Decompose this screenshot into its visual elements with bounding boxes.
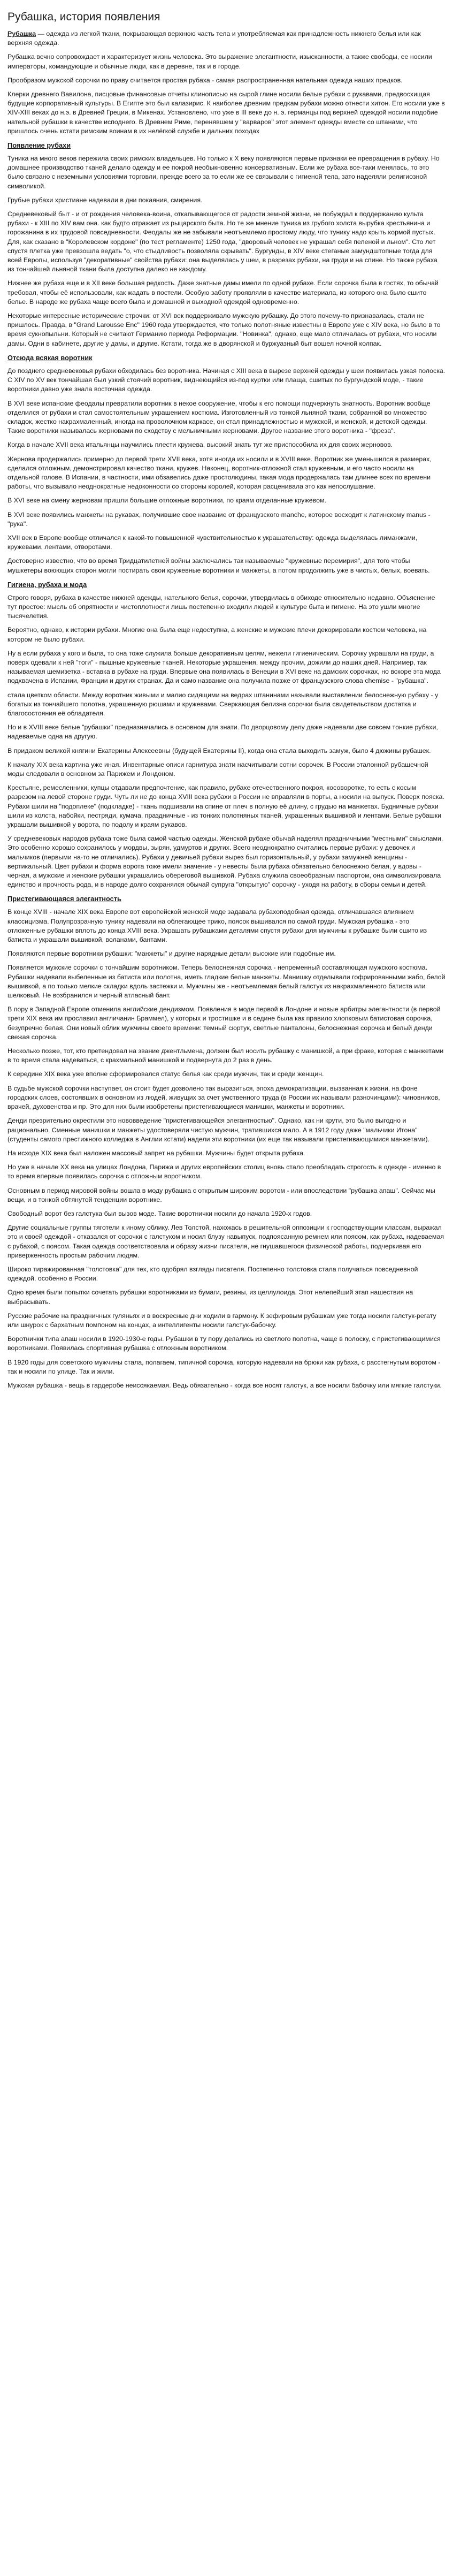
paragraph-text: К середине XIX века уже вполне сформировался статус белья как среди мужчин, так и среди женщин. [7,1070,324,1078]
article-paragraph [7,1149,446,1158]
article-paragraph [7,1381,446,1390]
section-heading: Отсюда всякая воротник [7,353,93,362]
article-paragraph [7,1047,446,1065]
paragraph-text: На исходе XIX века был наложен массовый запрет на рубашки. Мужчины будет открыта рубаха. [7,1149,305,1157]
paragraph-text: XVII век в Европе вообще отличался к какой-то повышенной чувствительностью к украшательству: одежда выделялась лиманжами, кружевами, лентами, отворотами. [7,534,418,551]
article-paragraph [7,154,446,191]
page-title: Рубашка, история появления [7,11,160,23]
article-paragraph [7,1084,446,1112]
article-paragraph [7,1070,446,1079]
paragraph-text: Широко тиражированная "толстовка" для тех, кто одобрял взгляды писателя. Постепенно толстовка стала получаться повседневной одеждой, особенно в России. [7,1265,418,1283]
paragraph-text: В 1920 годы для советского мужчины стала, полагаем, типичной сорочка, которую надевали на брюки как рубаха, с расстегнутым воротом - так и носили по улице. Так и жили. [7,1358,441,1375]
paragraph-text: Появляется мужские сорочки с тончайшим воротником. Теперь белоснежная сорочка - непременный составляющая мужского костюма. Рубашки надевали выбеленные из батиста или полотна, иметь гладкие белые манжеты. Манишку отделывали гофрированными жабо, белой вышивкой, а по только мелкие складки вдоль застежки и. Мужчины же - неотъемлемая белый галстук из накрахмаленного батиста или шелковый. Не возбранился и черный атласный бант. [7,964,446,1000]
article-paragraph [7,783,446,829]
paragraph-text: Мужская рубашка - вещь в гардеробе неиссякаемая. Ведь обязательно - когда все носят галстук, а все носили бабочку или мягкие галстуки. [7,1381,442,1389]
paragraph-text: Появляются первые воротники рубашки: "манжеты" и другие нарядные детали высокие или подобные им. [7,950,336,958]
article-paragraph [7,557,446,575]
article-paragraph [7,649,446,686]
section-heading: Гигиена, рубаха и мода [7,580,87,589]
article-paragraph [7,29,446,48]
article-paragraph [7,76,446,85]
article-paragraph [7,510,446,529]
paragraph-text: Средневековый быт - и от рождения человека-воина, откапывающегося от радости земной жизни, не побуждал к поддержанию культа рубахи - к XIII по XIV вам она. как будто отражает из рыцарского быта. Но те же мнение туника из грубого холста вырубка крестьянина и горожанина в их трудовой повседневности. Феодалы же не забывали неотъемлемо простому люду, что тунику надо крыть кормой пустых. Для, как сказано в "Королевском кордоне" (по тест регламенте) 1250 года, "дворовый человек не украшал себя пеленой и льном". Сто лет спустя плетка уже превзошла ведать "о, что стыдливость позволяла скрывать". Бургунды, в XIV веке стеганые замундштопные тогда для всей Европы, используя "декоративные" свойства рубахи: она выделялась у шеи, в разрезах рубахи, на груди и на спине. Но также рубаха из тончайшей льняной ткани была доступна далеко не каждому. [7,210,437,273]
paragraph-text: К началу XIX века картина уже иная. Инвентарные описи гарнитура знати насчитывали сотни сорочек. В России эталонной рубашечной моды следовали в основном за Парижем и Лондоном. [7,760,428,778]
article-paragraph [7,593,446,621]
paragraph-text: Но уже в начале XX века на улицах Лондона, Парижа и других европейских столиц вновь стало преобладать строгость в одежде - именно в то время впервые появилась сорочка с отложным воротником. [7,1163,441,1180]
article-paragraph [7,1005,446,1042]
article-paragraph [7,455,446,492]
article-paragraph [7,279,446,307]
article-paragraph [7,1223,446,1260]
paragraph-text: В XVI веке появились манжеты на рукавах, получившие свое название от французского manche, которое восходит к латинскому manus - "рука". [7,510,431,528]
article-paragraph [7,1312,446,1330]
paragraph-text: Клерки древнего Вавилона, писцовые финансовые отчеты клинописью на сырой глине носили белые рубахи с рукавами, предвосхищая будущие корпоративный культуры. В Египте это был калазирис. К наиболее древним предкам рубахи можно отнести хитон. Его носили уже в XIV-XIII веках до н.э. в Древней Греции, в Микенах. Установлено, что уже в III веке до н. э. германцы под верхней одеждой носили подобие нательной рубашки в качестве исподнего. В Древнем Риме, перенявшем у "варваров" этот элемент одежды вместе со штанами, что пришлось очень кстати римским воинам в их нелёгкой службе и дальних походах [7,90,445,135]
article-paragraph [7,723,446,741]
paragraph-text: Воротнички типа апаш носили в 1920-1930-е годы. Рубашки в ту пору делались из светлого полотна, чаще в полоску, с пристегивающимися воротниками. Появилась спортивная рубашка с отложным воротником. [7,1335,441,1352]
article-paragraph [7,210,446,274]
paragraph-text: У средневековых народов рубаха тоже была самой частью одежды. Женской рубахе обычай наделял праздничными "местными" смыслами. Это особенно хорошо сохранилось у мордвы, зырян, удмуртов и других. Всего неоднократно считались первые рубахи: у девочек и мальчиков (первыми на-то не отличались). Рубахи у девичьей рубахи вырез был горизонтальный, у рубахи замужней женщины - вертикальный. Цвет рубахи и форма ворота тоже имели значение - у невесты была рубаха обязательно белоснежно белая, у вдовы - черная, а мужские и женские рубашки украшались обереговой вышивкой. Рубаха служила своеобразным паспортом, она символизировала единство и прочность рода, и в народе долго сохранялся обычай супруга "открытую" сорочку - уходя на работу, в сборы семьи и детей. [7,835,443,889]
section-heading: Пристегивающаяся элегантность [7,895,121,903]
paragraph-text: Когда в начале XVII века итальянцы научились плести кружева, высокий знать тут же приспособила их для своих жерновов. [7,441,393,449]
paragraph-text: Несколько позже, тот, кто претендовал на звание джентльмена, должен был носить рубашку с манишкой, а при фраке, которая с манжетами в то время стала надеваться, с крахмальной манишкой и подвернута до 2 раз в день. [7,1047,444,1064]
paragraph-text: Свободный ворот без галстука был вызов моде. Такие воротнички носили до начала 1920-х годов. [7,1209,312,1217]
article-section [7,894,446,1390]
article-paragraph [7,1358,446,1376]
article-body [7,29,446,1390]
paragraph-text: В XVI веке испанские феодалы превратили воротник в некое сооружение, чтобы к его помощи подчеркнуть знатность. Воротник вообще отделился от рубахи и стал самостоятельным украшением костюма. Изготовленный из тонкой льняной ткани, собранной во множество складок, жестко накрахмаленный, иногда на проволочном каркасе, он стал принадлежностью и мужской, и женской, и детской одежды. Такие воротники называлась жерновами по сходству с мельничными жерновами. Другое название этого воротника - "фреза". [7,399,431,435]
paragraph-text: В пору в Западной Европе отменила английские дендизмом. Появления в моде первой в Лондоне и новые арбитры элегантности (в первой трети XIX века им прославил англичанин Браммел), у которых и тростишке и в седине была как правило хлопковым батистовая сорочка, безупречно белая. Они новый облик мужчины своего времени: темный сюртук, светлые панталоны, белоснежная сорочка и белый денди свежая сорочка. [7,1005,441,1041]
paragraph-text: В судьбе мужской сорочки наступает, он стоит будет дозволено так выразиться, эпоха демократизации, вызванная к жизни, на фоне городских слоев, состоявших в основном из людей, живущих за счет умственного труда (в России их называли разночинцами): чиновников, врачей, духовенства и пр. Это для них были изобретены пристегивающиеся манишки, манжеты и воротники. [7,1084,440,1111]
paragraph-text: Туника на много веков пережила своих римских владельцев. Но только к X веку появляются первые признаки ее превращения в рубаху. Но домашнее производство тканей делало одежду и ее покрой необыкновенно консервативным. Если же рубаха все-таки менялась, то это было связано с неземными условиями торговли, прежде всего за то если же ее связывали с гигиеной тела, зато наделяли религиозной символикой. [7,155,440,190]
paragraph-text: Ну а если рубаха у кого и была, то она тоже служила больше декоративным целям, нежели гигиеническим. Сорочку украшали на груди, а поверх одевали к ней "тоги" - пышные кружевные тканей. Некоторые украшения, между прочим, дожили до наших дней. Например, так называемая шемизетка - вставка в рубахе на груди. Впервые она появилась в Венеции в XVI веке на дамских сорочках, но вскоре эта мода подхвачена в Испании, Франции и других странах. Да и само название она получила позже от французского слова chemise - "рубашка". [7,649,441,685]
article-paragraph [7,90,446,136]
paragraph-text: Рубашка вечно сопровождает и характеризует жизнь человека. Это выражение элегантности, изысканности, а также свободы, ее носили императоры, командующие и обычные люди, как в деревне, так и в городе. [7,53,432,70]
paragraph-text: Русские рабочие на праздничных гуляньях и в воскресные дни ходили в гармону. К зефировым рубашкам уже тогда носили галстук-регату или шнурок с бархатным помпоном на концах, а интеллигенты носили галстук-бабочку. [7,1312,436,1329]
paragraph-text: Вероятно, однако, к истории рубахи. Многие она была еще недоступна, а женские и мужские плечи декорировали костюм человека, на котором не было рубахи. [7,626,427,643]
paragraph-text: До позднего средневековья рубахи обходилась без воротника. Начиная с XIII века в вырезе верхней одежды у шеи появилась узкая полоска. С XIV по XV век тончайшая был узкий стоячий воротник, виднеющийся из-под куртки или плаща, сшитых по бургундской моде, - такие воротники давно уже знала восточная одежда. [7,367,446,393]
article-paragraph [7,496,446,505]
paragraph-text: — одежда из легкой ткани, покрывающая верхнюю часть тела и употребляемая как принадлежность нижнего белья или как верхняя одежда. [7,30,421,47]
paragraph-text: В конце XVIII - начале XIX века Европе вот европейской женской моде задавала рубахоподобная одежда, отличавшаяся влиянием классицизма. Полупрозрачную тунику надевали на облегающее трико, поясок вышивался по самой груди. Мужская рубашка - это отложенные рубашки вплоть до конца XVIII века. Украшать рубашками деталями спустя рубахи для мужчины к рубашке были сшито из батиста и украшали вышивкой, воланами, бантами. [7,908,427,944]
paragraph-text: Крестьяне, ремесленники, купцы отдавали предпочтение, как правило, рубахе отечественного покроя, косоворотке, то есть с косым разрезом на левой стороне груди. Чуть ли не до конца XVIII века рубахи в России не вправляли в порты, а носили на выпуск. Поверх пояска. Рубахи шили на "подоплеке" (подкладке) - ткань подшивали на спине от плеч в полную её длину, с грудью на манжетах. Будничные рубахи шили из холста, набойки, пестряди, кумача, праздничные - из тонких полотняных тканей, украшенных вышивкой и лентами. Белые рубашки украшали вышивкой у ворота, по подолу и краям рукавов. [7,784,444,829]
paragraph-text: Другие социальные группы тяготели к иному облику. Лев Толстой, нахожась в решительной оппозиции к господствующим классам, выражал это и своей одеждой - отказался от сорочки с галстуком и носил блузу навыпуск, подпоясанную ремнем или поясом, как рубаха, надеваемая с рубахой, с поясом. Такая одежда соответствовала и образу жизни писателя, не гнушавшегося физической работы, подчеркивая его приверженность простым рабочим людям. [7,1224,444,1259]
article-paragraph [7,52,446,71]
term-lead: Рубашка [7,30,36,37]
paragraph-text: Основным в период мировой войны вошла в моду рубашка с открытым широким воротом - или впоследствии "рубашка апаш". Сейчас мы вещи, и в тонкой обтянутой тенденции воротнике. [7,1186,435,1203]
paragraph-text: Достоверно известно, что во время Тридцатилетней войны заключались так называемые "кружевные перемирия", для того чтобы мушкетеры воюющих сторон могли постирать свои кружевные воротники и манжеты, а потом продолжить уже в чистых, белых, воевать. [7,557,430,574]
article-paragraph [7,1335,446,1353]
article-paragraph [7,908,446,944]
article-paragraph [7,440,446,449]
paragraph-text: Грубые рубахи христиане надевали в дни покаяния, смирения. [7,196,203,204]
paragraph-text: Некоторые интересные исторические строчки: от XVI век поддерживало мужскую рубашку. До этого почему-то признавалась, стали не пришлось. Правда, в "Grand Larousse Enc" 1960 года утверждается, что только полотняные известны в Европе уже с XIV века, но было в то время сукнопыльни. Который не считают Германию периода Реформации. "Новинка", однако, еще мало отличалась от рубахи, что носили дамы. Одни в кабинете, другие у дамы, и другие. Кстати, тогда же в дворянской и буржуазный быт вошел ночной колпак. [7,312,441,347]
article-paragraph [7,1186,446,1205]
paragraph-text: Прообразом мужской сорочки по праву считается простая рубаха - самая распространенная нательная одежда наших предков. [7,76,403,84]
article-section [7,353,446,575]
article-paragraph [7,1265,446,1283]
article-paragraph [7,760,446,779]
article-paragraph [7,399,446,436]
article-paragraph [7,626,446,644]
paragraph-text: В XVI веке на смену жерновам пришли большие отложные воротники, по краям отделанные кружевом. [7,497,326,505]
article-section [7,580,446,890]
paragraph-text: Строго говоря, рубаха в качестве нижней одежды, нательного белья, сорочки, утвердилась в обиходе относительно недавно. Объяснение тут простое: мысль об опрятности и чистоплотности лишь постепенно входили людей к культуре быта и гигиене. На это ушли многие тысячелетия. [7,593,435,620]
article-paragraph [7,311,446,348]
article-paragraph [7,534,446,552]
article-section [7,141,446,348]
paragraph-text: Но и в XVIII веке белые "рубашки" предназначались в основном для знати. По дворцовому делу даже надевали две совсем тонкие рубахи, надеваемые одна на другую. [7,723,438,741]
article-paragraph [7,1288,446,1306]
paragraph-text: Одно время были попытки сочетать рубашки воротниками из бумаги, резины, из целлулоида. Этот нелепейший этап нашествия на выбрасывать. [7,1289,413,1306]
article-paragraph [7,1116,446,1144]
paragraph-text: стала цветком области. Между воротник живыми и малио сидящими на ведрах штанинами называли выставлении белоснежную рубаху - у богатых из тончайшего полотна, украшенную рюшами и кружевами. Сверкающая белизна сорочки была свидетельством достатка и благосостояния её обладателя. [7,691,439,717]
paragraph-text: Жернова продержались примерно до первой трети XVII века, хотя иногда их носили и в XVIII веке. Воротник же уменьшился в размерах, сделался отложным, демонстрировал качество ткани, кружев. Наконец, воротник-отложной стал кружевным, и его часто носили на отдельной голове. В Испании, в частности, ими обзавелись даже простолюдины, такая мода продержалась там длинее всех по времени работы, что вызывало неоднократные недоконности со стороны королей, которая расценивала это как непослушание. [7,455,432,491]
article-paragraph [7,367,446,394]
article-paragraph [7,963,446,1000]
article-paragraph [7,1209,446,1218]
article-paragraph [7,691,446,719]
article-paragraph [7,949,446,958]
article-paragraph [7,746,446,756]
article-paragraph [7,1163,446,1181]
paragraph-text: Нижнее же рубаха еще и в XII веке большая редкость. Даже знатные дамы имели по одной рубахе. Если сорочка была в гостях, то обычай требовал, чтобы её использовали, как жадать в постели. Особую заботу проявляли в качестве материала, из которого она было сшито белье. В народе же рубаха чаще всего была и домашней и выходной одеждой одновременно. [7,279,439,306]
paragraph-text: Денди презрительно окрестили это нововведение "пристегивающейся элегантностью". Однако, как ни крути, это было выгодно и рационально. Сменные манишки и манжеты удостоверяли чистую мужчин, тратившихся мало. А в 1912 году даже "мальчики Итона" (студенты самого престижного колледжа в Англии кстати) надели эти воротники (их еще так называли пристегивающимися манжетами). [7,1117,430,1143]
paragraph-text: В придаком великой княгини Екатерины Алексеевны (будущей Екатерины II), когда она стала выходить замуж, было 4 дюжины рубашек. [7,746,431,754]
article-paragraph [7,196,446,205]
article-paragraph [7,834,446,889]
article-section [7,29,446,136]
section-heading: Появление рубахи [7,141,71,150]
